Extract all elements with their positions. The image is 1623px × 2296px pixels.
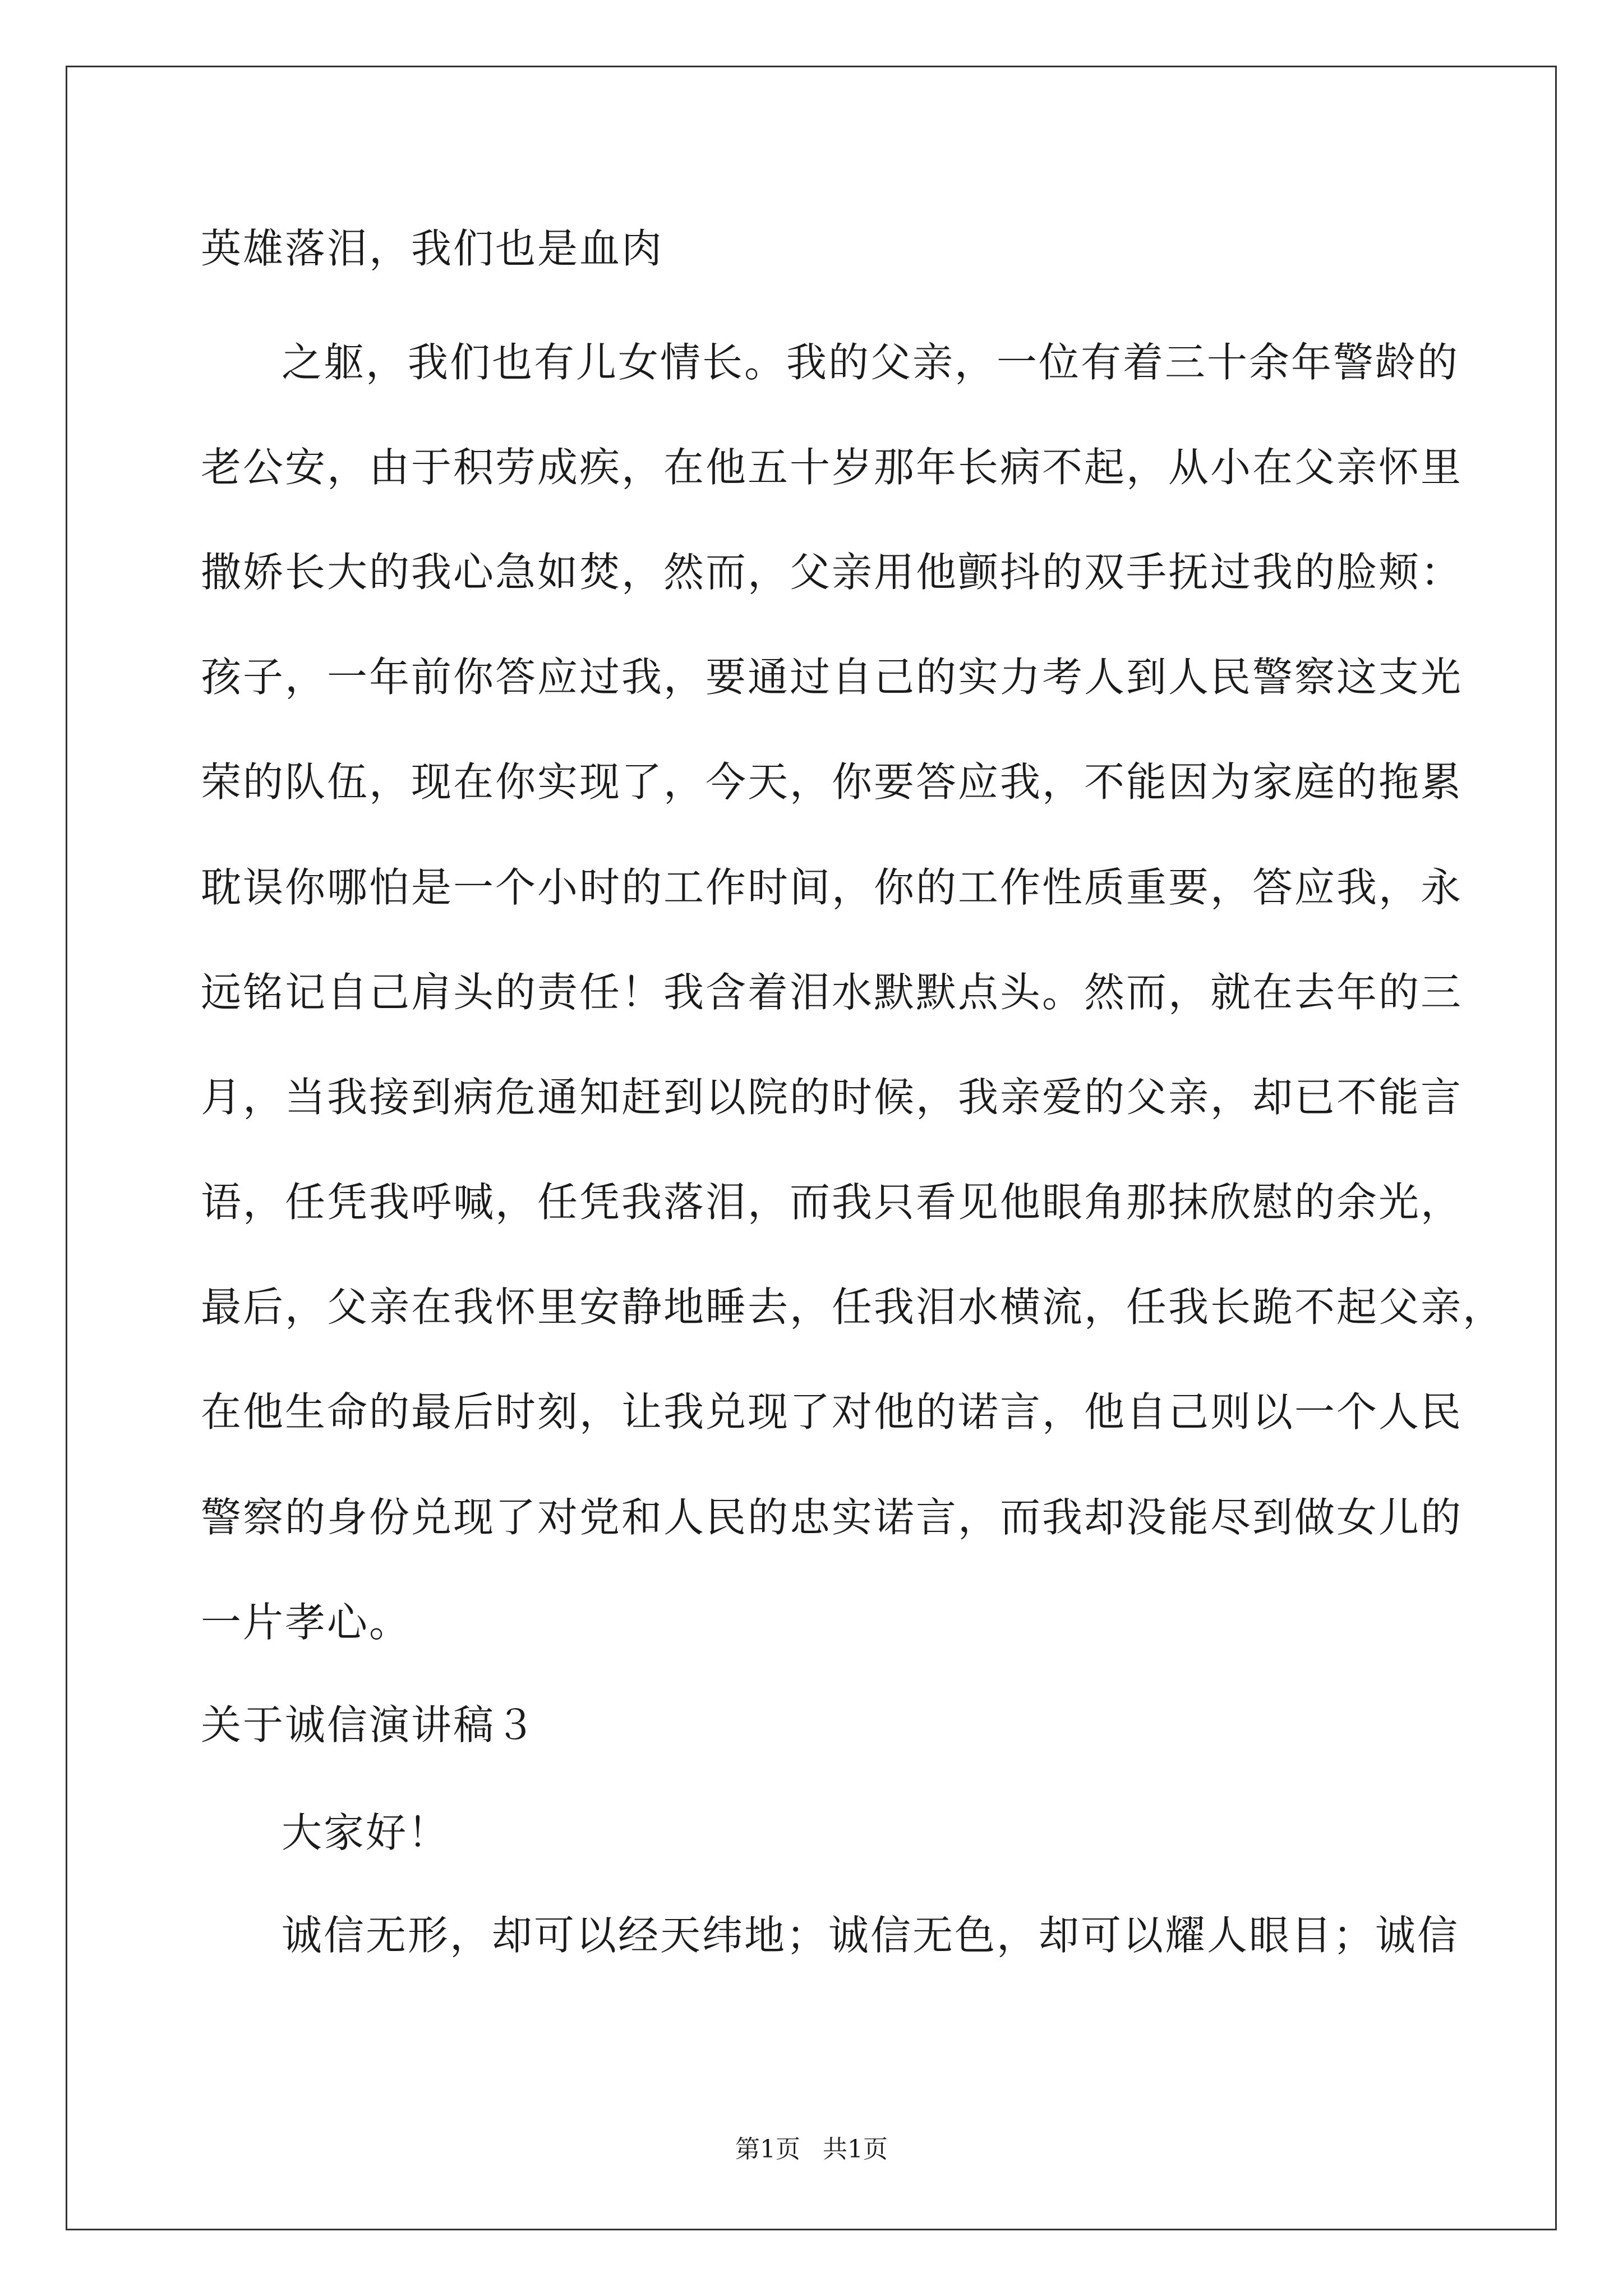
text-line: 一片孝心。 [201, 1599, 412, 1646]
text-line: 警察的身份兑现了对党和人民的忠实诺言，而我却没能尽到做女儿的 [201, 1494, 1463, 1541]
text-line: 之躯，我们也有儿女情长。我的父亲，一位有着三十余年警龄的 [282, 339, 1460, 386]
text-line: 诚信无形，却可以经天纬地；诚信无色，却可以耀人眼目；诚信 [282, 1912, 1460, 1959]
text-line: 老公安，由于积劳成疾，在他五十岁那年长病不起，从小在父亲怀里 [201, 444, 1463, 491]
page-border [66, 66, 1557, 2230]
text-line: 月，当我接到病危通知赶到以院的时候，我亲爱的父亲，却已不能言 [201, 1074, 1463, 1121]
text-line: 最后，父亲在我怀里安静地睡去，任我泪水横流，任我长跪不起父亲， [201, 1283, 1505, 1331]
page-total: 共1页 [823, 2135, 888, 2164]
text-line: 远铭记自己肩头的责任！我含着泪水默默点头。然而，就在去年的三 [201, 969, 1463, 1016]
text-line: 荣的队伍，现在你实现了，今天，你要答应我，不能因为家庭的拖累 [201, 758, 1463, 806]
text-line: 语，任凭我呼喊，任凭我落泪，而我只看见他眼角那抹欣慰的余光， [201, 1179, 1463, 1226]
text-line: 英雄落泪，我们也是血肉 [201, 225, 664, 272]
text-line: 耽误你哪怕是一个小时的工作时间，你的工作性质重要，答应我，永 [201, 864, 1463, 911]
page-number: 第1页 [735, 2135, 800, 2164]
section-heading: 关于诚信演讲稿３ [201, 1701, 538, 1749]
text-line: 在他生命的最后时刻，让我兑现了对他的诺言，他自己则以一个人民 [201, 1388, 1463, 1435]
text-line: 孩子，一年前你答应过我，要通过自己的实力考人到人民警察这支光 [201, 654, 1463, 701]
page-footer [0, 2133, 1623, 2166]
text-line: 撒娇长大的我心急如焚，然而，父亲用他颤抖的双手抚过我的脸颊： [201, 549, 1463, 596]
text-line: 大家好！ [282, 1809, 450, 1856]
